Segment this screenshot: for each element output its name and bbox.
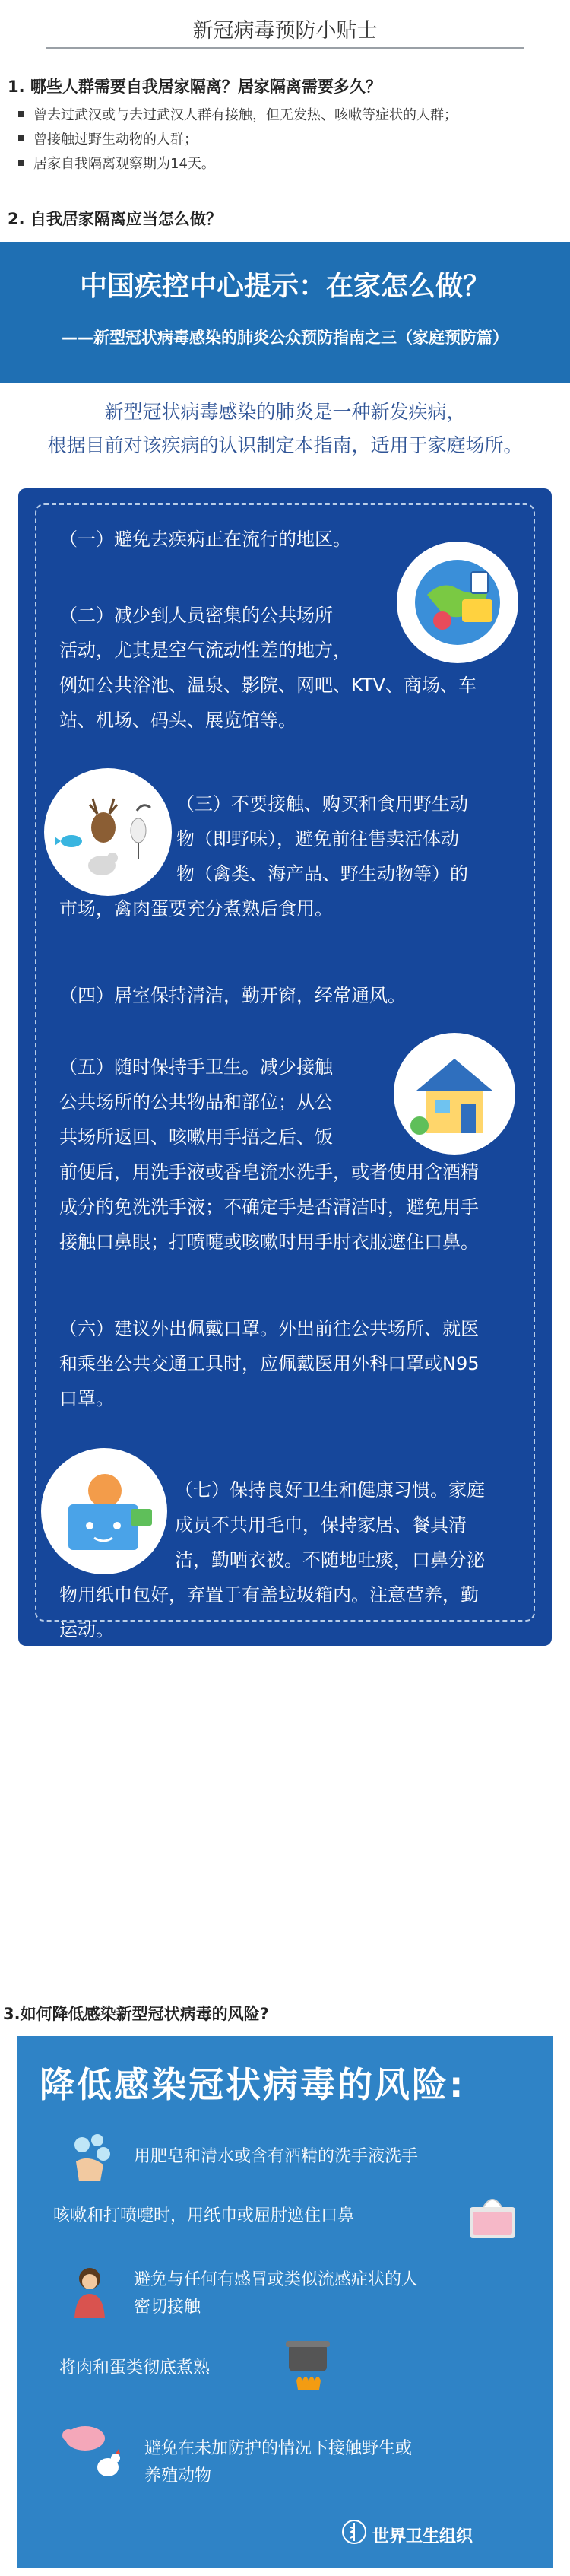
guide-item-2 bbox=[59, 598, 477, 738]
cdc-banner bbox=[0, 242, 570, 383]
guide-line: 公共场所的公共物品和部位；从公 bbox=[59, 1091, 333, 1113]
guide-line: 罩、家庭用的消毒用品等物资。 bbox=[59, 1838, 315, 1860]
who-tip-2: 咳嗽和打喷嚏时，用纸巾或屈肘遮住口鼻 bbox=[53, 2206, 355, 2225]
who-tip-3-line: 密切接触 bbox=[134, 2298, 201, 2317]
page-header bbox=[0, 0, 570, 59]
who-logo-icon bbox=[340, 2518, 368, 2546]
bullet-text: 居家自我隔离观察期为14天。 bbox=[33, 156, 215, 172]
guide-line: （五）随时保持手卫生。减少接触 bbox=[59, 1056, 333, 1078]
guide-item-8 bbox=[59, 1681, 479, 1786]
cdc-banner-subtitle: ——新型冠状病毒感染的肺炎公众预防指南之三（家庭预防篇） bbox=[62, 329, 508, 347]
page-title: 新冠病毒预防小贴士 bbox=[192, 19, 378, 43]
section2-title: 2. 自我居家隔离应当怎么做？ bbox=[8, 210, 222, 228]
guide-line: 共场所返回、咳嗽用手捂之后、饭 bbox=[59, 1126, 333, 1148]
cooking-pot-icon bbox=[281, 2336, 334, 2394]
guide-line: 和乘坐公共交通工具时，应佩戴医用外科口罩或N95 bbox=[59, 1353, 480, 1374]
guide-item-3b bbox=[59, 891, 333, 926]
wild-animals-illustration bbox=[44, 768, 172, 896]
guide-line: 市场，禽肉蛋要充分煮熟后食用。 bbox=[59, 898, 333, 920]
guide-line: 活动，尤其是空气流动性差的地方， bbox=[59, 640, 351, 661]
who-tip-5-line: 养殖动物 bbox=[144, 2466, 212, 2485]
guide-line: 口罩。 bbox=[59, 1388, 114, 1409]
guide-line: 接触口鼻眼；打喷嚏或咳嗽时用手肘衣服遮住口鼻。 bbox=[59, 1231, 479, 1253]
who-tip-4: 将肉和蛋类彻底煮熟 bbox=[59, 2358, 211, 2377]
intro-line: 根据目前对该疾病的认识制定本指南，适用于家庭场所。 bbox=[47, 434, 523, 456]
who-label: 世界卫生组织 bbox=[372, 2527, 473, 2546]
guide-line: （六）建议外出佩戴口罩。外出前往公共场所、就医 bbox=[59, 1318, 479, 1339]
guide-item-5 bbox=[59, 1050, 479, 1259]
tissue-box-icon bbox=[464, 2189, 521, 2242]
guide-item-4 bbox=[59, 978, 406, 1013]
guide-line: 成员不共用毛巾，保持家居、餐具清 bbox=[175, 1514, 467, 1536]
bullet-item bbox=[18, 152, 565, 176]
bullet-text: 曾接触过野生动物的人群； bbox=[33, 132, 198, 148]
who-tip-5-line: 避免在未加防护的情况下接触野生或 bbox=[144, 2439, 413, 2458]
guide-line: 站、机场、码头、展览馆等。 bbox=[59, 710, 296, 731]
guide-line: （一）避免去疾病正在流行的地区。 bbox=[59, 529, 351, 550]
bullet-text: 曾去过武汉或与去过武汉人群有接触，但无发热、咳嗽等症状的人群； bbox=[33, 107, 458, 123]
box-illustration bbox=[41, 1448, 167, 1574]
bullet-dot bbox=[18, 111, 24, 117]
guide-line: 物（禽类、海产品、野生动物等）的 bbox=[176, 863, 468, 885]
who-banner-title: 降低感染冠状病毒的风险: bbox=[40, 2064, 466, 2105]
handwash-icon bbox=[65, 2131, 119, 2186]
bullet-item bbox=[18, 128, 565, 152]
guide-item-7a bbox=[175, 1472, 485, 1577]
guide-line: （三）不要接触、购买和食用野生动 bbox=[176, 793, 468, 815]
guide-line: 物（即野味），避免前往售卖活体动 bbox=[176, 828, 459, 850]
section3-title: 3.如何降低感染新型冠状病毒的风险? bbox=[3, 2005, 269, 2023]
cdc-banner-title: 中国疾控中心提示：在家怎么做？ bbox=[79, 271, 490, 302]
who-tip-5 bbox=[144, 2435, 412, 2490]
guide-item-3a bbox=[176, 786, 468, 891]
intro-text bbox=[0, 395, 570, 462]
bullet-dot bbox=[18, 135, 24, 141]
guide-line: 洁，勤晒衣被。不随地吐痰，口鼻分泌 bbox=[175, 1549, 485, 1571]
bullet-dot bbox=[18, 160, 24, 166]
header-divider bbox=[46, 47, 524, 49]
guide-line: （二）减少到人员密集的公共场所 bbox=[59, 605, 333, 626]
who-tip-3-line: 避免与任何有感冒或类似流感症状的人 bbox=[134, 2270, 419, 2289]
guide-line: 物用纸巾包好，弃置于有盖垃圾箱内。注意营养，勤 bbox=[59, 1584, 479, 1606]
guide-line: 的额头，如有发热要为其测量体温。 bbox=[59, 1758, 351, 1779]
guide-line: （四）居室保持清洁，勤开窗，经常通风。 bbox=[59, 985, 406, 1006]
guide-item-6 bbox=[59, 1311, 480, 1416]
section1-bullets bbox=[18, 103, 565, 176]
bullet-item bbox=[18, 103, 565, 128]
guide-item-1 bbox=[59, 522, 351, 557]
guide-line: 成分的免洗洗手液；不确定手是否清洁时，避免用手 bbox=[59, 1196, 479, 1218]
guide-item-9 bbox=[59, 1796, 461, 1866]
farm-animals-icon bbox=[59, 2417, 132, 2482]
section1-title: 1. 哪些人群需要自我居家隔离？居家隔离需要多久？ bbox=[8, 78, 382, 96]
guide-line: 运动。 bbox=[59, 1619, 114, 1641]
intro-line: 新型冠状病毒感染的肺炎是一种新发疾病， bbox=[104, 401, 466, 423]
guide-line: 热时要主动测量体温。家中有小孩的，要早晚摸小孩 bbox=[59, 1723, 479, 1744]
guide-item-7b bbox=[59, 1577, 479, 1647]
guide-line: 例如公共浴池、温泉、影院、网吧、KTV、商场、车 bbox=[59, 675, 477, 696]
who-tip-1: 用肥皂和清水或含有酒精的洗手液洗手 bbox=[134, 2147, 419, 2166]
who-tip-3 bbox=[134, 2266, 418, 2321]
guide-line: （九）准备常用物资。家庭备置体温计、一次性口 bbox=[59, 1803, 461, 1825]
sick-person-icon bbox=[68, 2263, 111, 2320]
guide-line: 前便后，用洗手液或香皂流水洗手，或者使用含酒精 bbox=[59, 1161, 479, 1183]
guide-line: （八）主动做好个人及家庭成员的健康监测。自觉发 bbox=[59, 1688, 479, 1709]
guide-line: （七）保持良好卫生和健康习惯。家庭 bbox=[175, 1479, 485, 1501]
